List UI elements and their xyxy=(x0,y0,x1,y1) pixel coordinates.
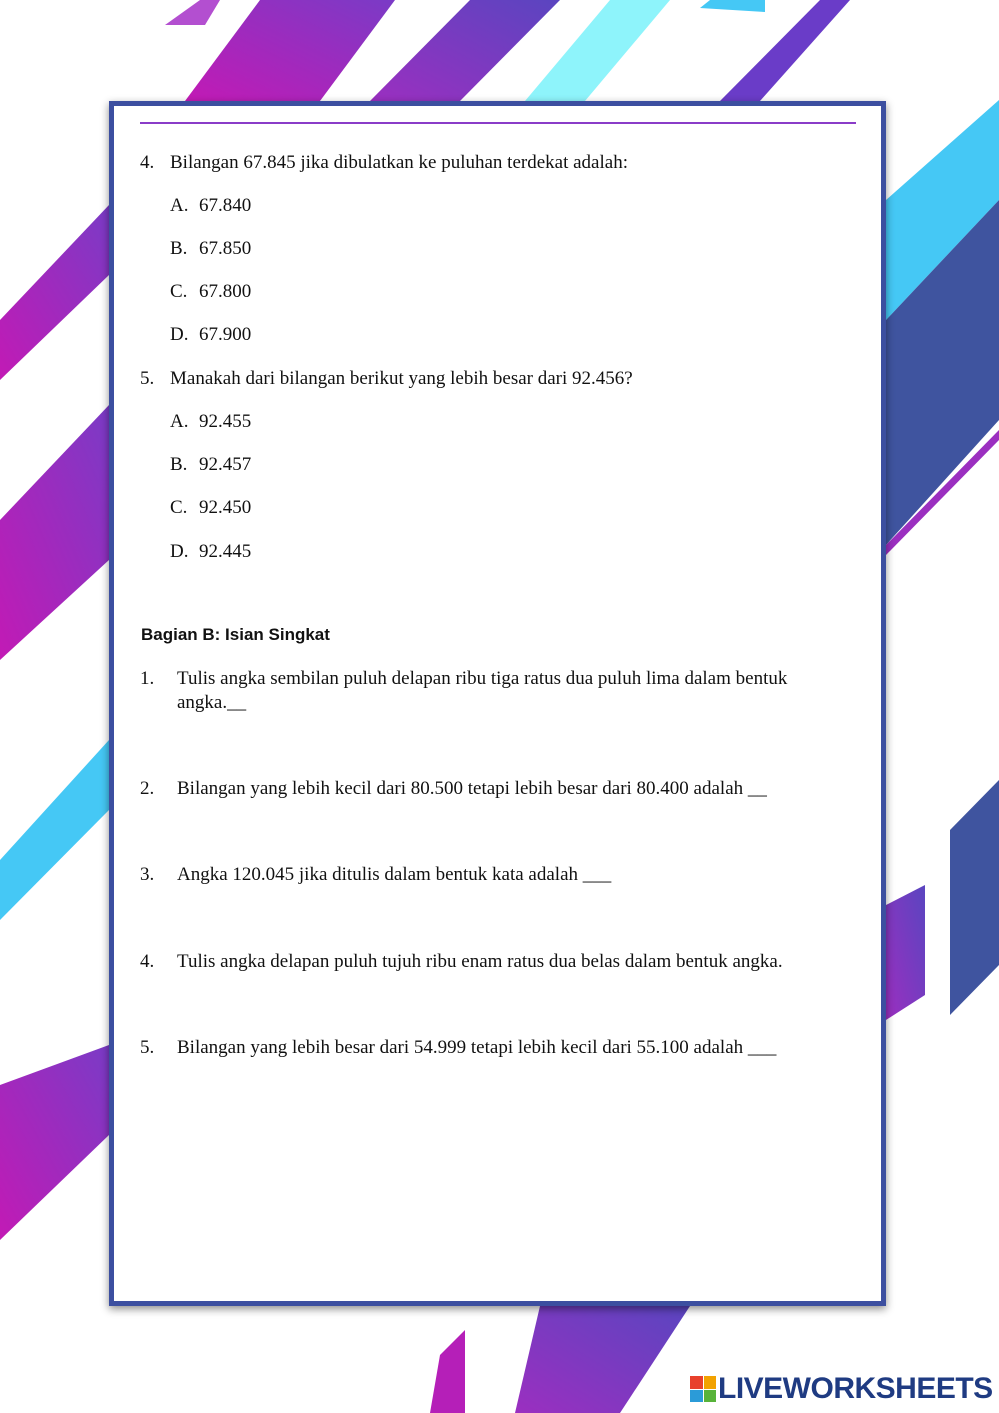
decor-stripe xyxy=(886,885,925,1020)
decor-stripe xyxy=(0,1045,109,1240)
question-number: 5. xyxy=(140,1037,155,1058)
decor-stripe xyxy=(525,0,670,101)
decor-stripe xyxy=(700,0,765,12)
question-text: Bilangan yang lebih kecil dari 80.500 tetapi lebih besar dari 80.400 adalah __ xyxy=(177,778,767,799)
header-rule xyxy=(140,122,856,124)
decor-stripe xyxy=(0,405,109,660)
decor-stripe xyxy=(0,740,109,920)
option-value[interactable]: 92.450 xyxy=(199,497,252,518)
logo-text: LIVEWORKSHEETS xyxy=(718,1372,993,1405)
decor-stripe xyxy=(950,780,999,1015)
question-text: Manakah dari bilangan berikut yang lebih besar dari 92.456? xyxy=(170,368,633,389)
liveworksheets-logo[interactable] xyxy=(690,1372,993,1406)
option-letter: B. xyxy=(170,454,188,475)
logo-tile xyxy=(704,1390,717,1403)
option-letter: C. xyxy=(170,281,188,302)
logo-tile xyxy=(704,1376,717,1389)
worksheet-page xyxy=(109,101,886,1306)
option-letter: C. xyxy=(170,497,188,518)
question-number: 2. xyxy=(140,778,155,799)
option-letter: D. xyxy=(170,324,189,345)
question-text: Bilangan 67.845 jika dibulatkan ke puluhan terdekat adalah: xyxy=(170,152,628,173)
option-value[interactable]: 92.457 xyxy=(199,454,252,475)
question-number: 1. xyxy=(140,668,155,689)
option-value[interactable]: 67.800 xyxy=(199,281,252,302)
decor-stripe xyxy=(515,1306,690,1413)
option-value[interactable]: 67.900 xyxy=(199,324,252,345)
question-text: Tulis angka delapan puluh tujuh ribu enam ratus dua belas dalam bentuk angka. xyxy=(177,951,783,972)
option-value[interactable]: 92.455 xyxy=(199,411,252,432)
option-letter: A. xyxy=(170,411,189,432)
decor-stripe xyxy=(720,0,850,101)
question-text: Bilangan yang lebih besar dari 54.999 tetapi lebih kecil dari 55.100 adalah ___ xyxy=(177,1037,777,1058)
question-text: Angka 120.045 jika ditulis dalam bentuk kata adalah ___ xyxy=(177,864,612,885)
question-text: Tulis angka sembilan puluh delapan ribu tiga ratus dua puluh lima dalam bentuk angka.__ xyxy=(177,668,788,713)
option-letter: B. xyxy=(170,238,188,259)
section-title: Bagian B: Isian Singkat xyxy=(141,625,330,644)
option-value[interactable]: 67.840 xyxy=(199,195,252,216)
option-letter: A. xyxy=(170,195,189,216)
decor-stripe xyxy=(430,1330,465,1413)
logo-tile xyxy=(690,1376,703,1389)
question-number: 5. xyxy=(140,368,155,389)
decor-stripe xyxy=(185,0,395,101)
decor-stripe xyxy=(165,0,220,25)
question-number: 4. xyxy=(140,951,155,972)
option-value[interactable]: 92.445 xyxy=(199,541,252,562)
option-value[interactable]: 67.850 xyxy=(199,238,252,259)
option-letter: D. xyxy=(170,541,189,562)
liveworksheets-logo-icon xyxy=(690,1376,716,1402)
question-number: 4. xyxy=(140,152,155,173)
logo-tile xyxy=(690,1390,703,1403)
question-number: 3. xyxy=(140,864,155,885)
decor-stripe xyxy=(370,0,560,101)
decor-stripe xyxy=(0,205,109,380)
